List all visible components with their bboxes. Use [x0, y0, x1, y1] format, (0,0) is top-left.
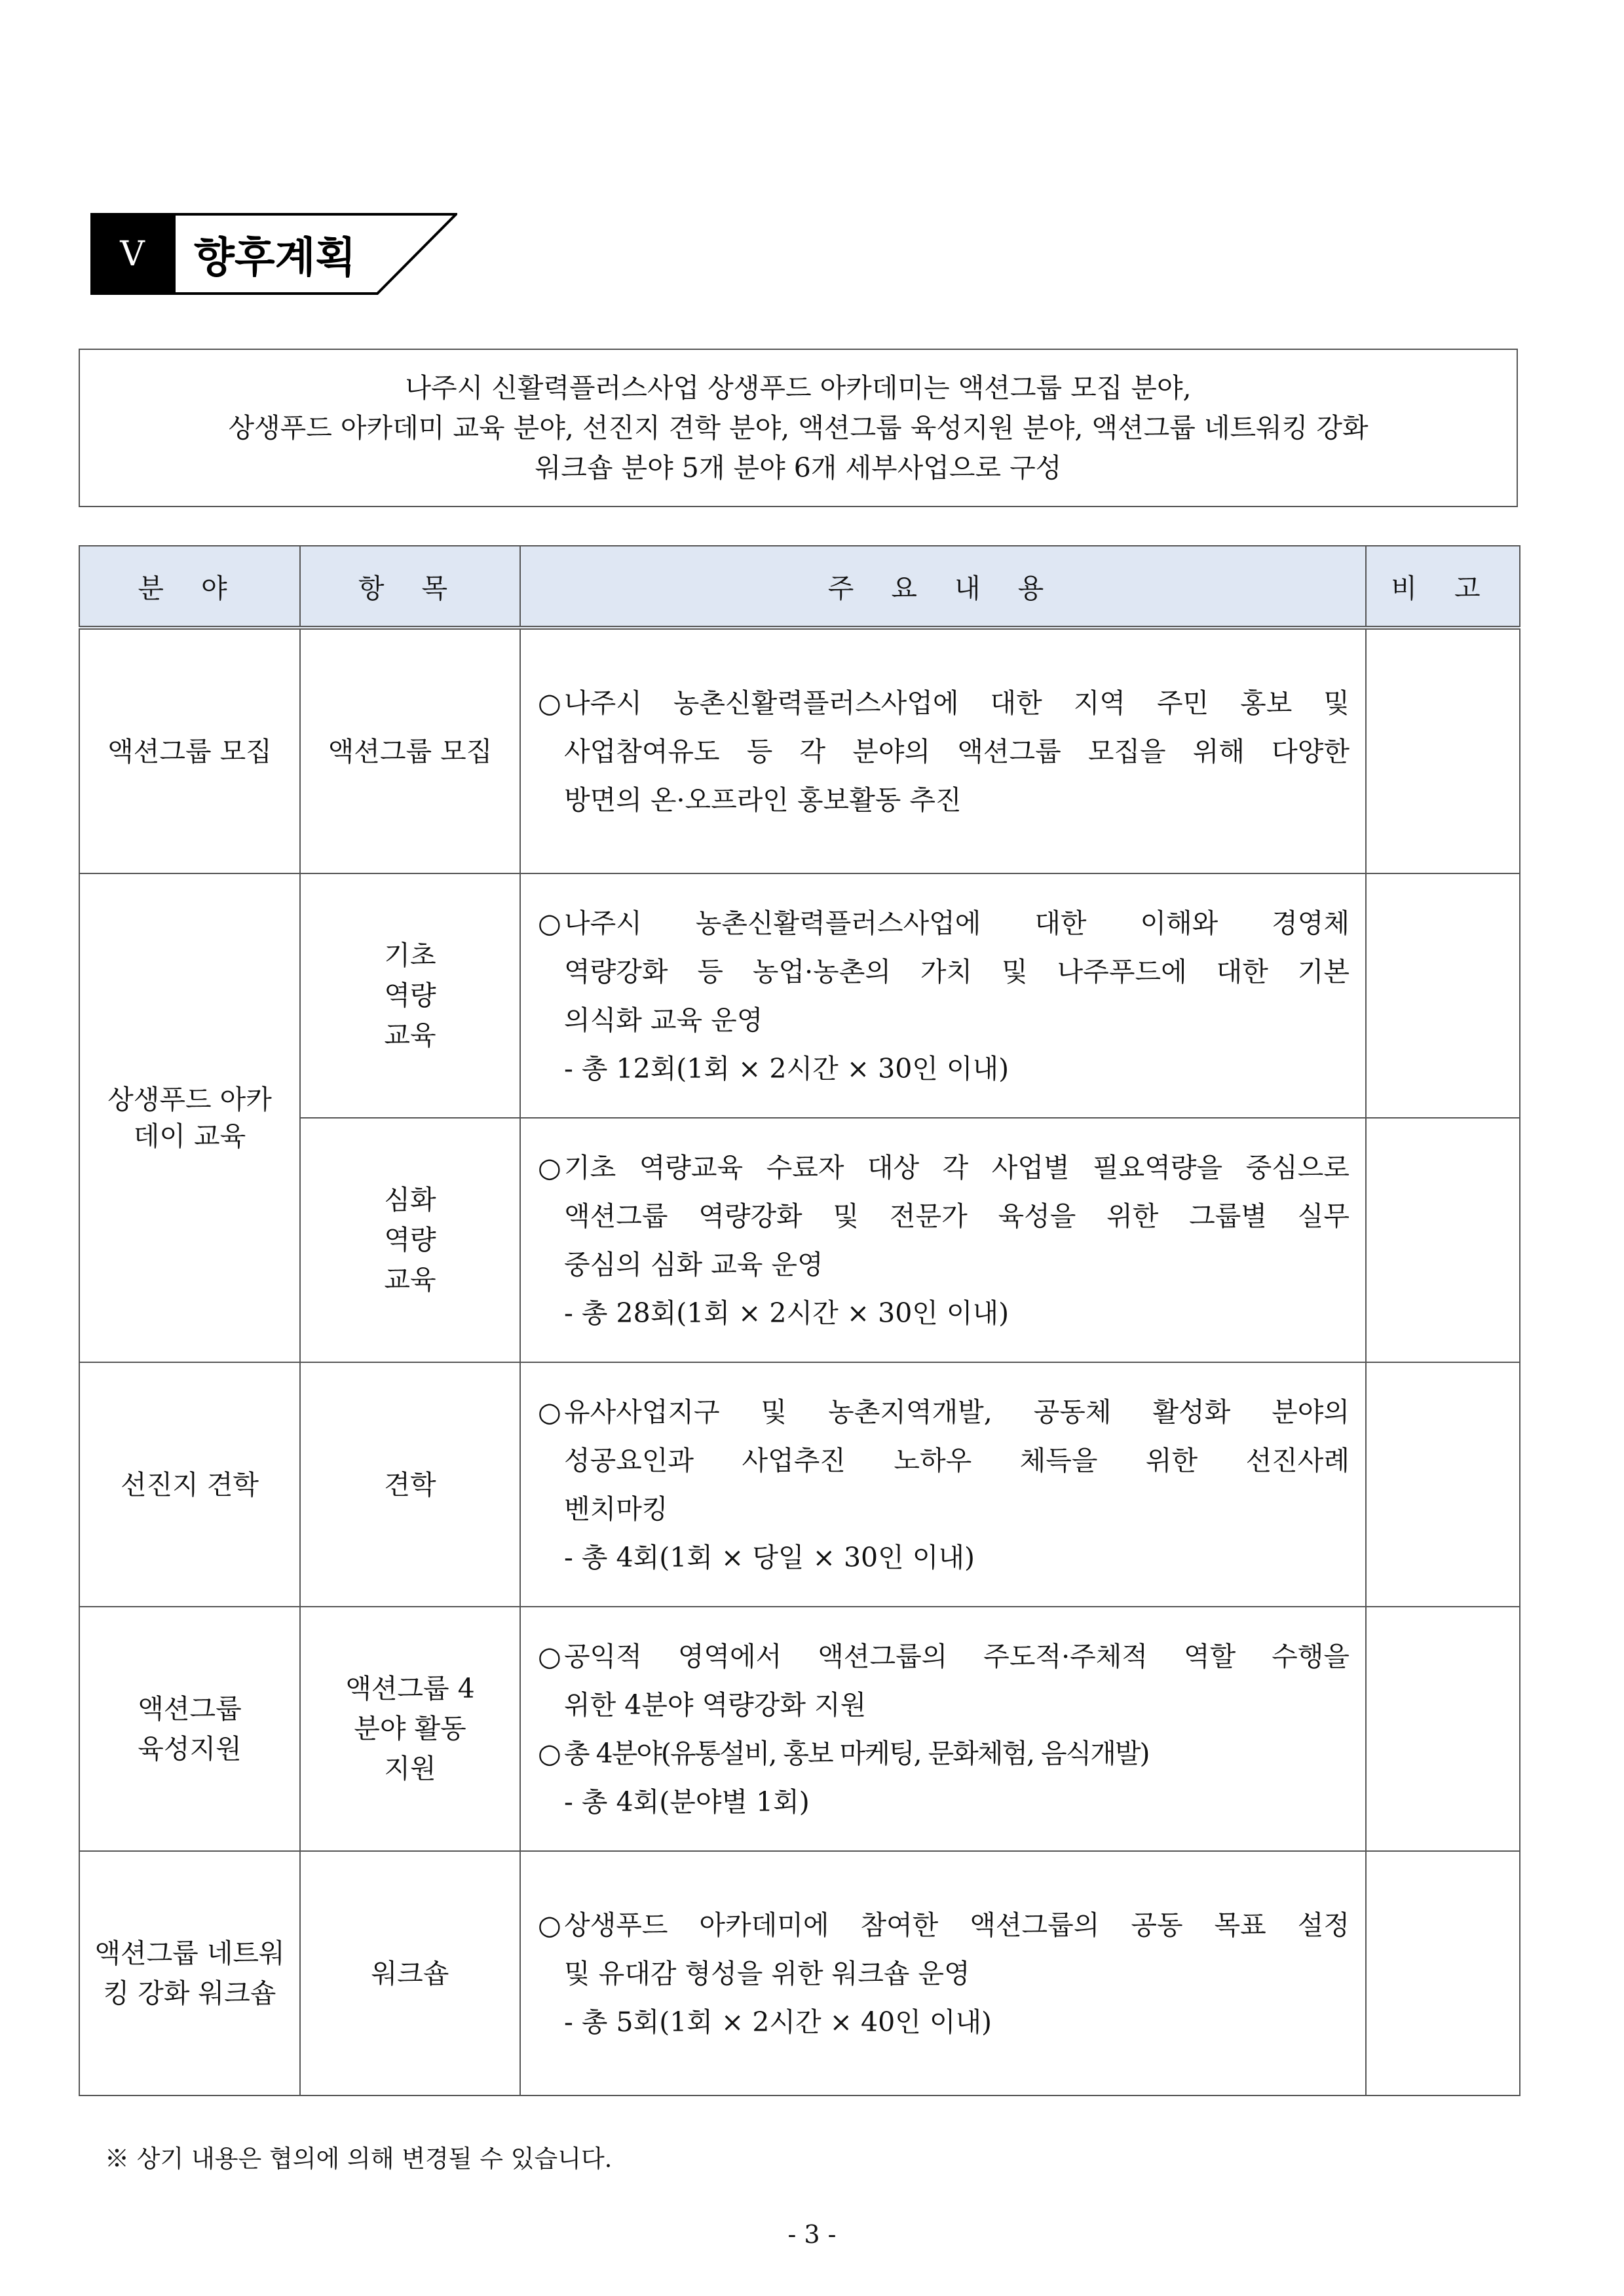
content-cell — [520, 1362, 1366, 1607]
remark-cell — [1366, 1851, 1520, 2095]
field-cell — [79, 1607, 300, 1851]
header-remark: 비 고 — [1366, 546, 1520, 628]
bullet-mark: ○ — [538, 1640, 561, 1672]
bullet-item — [538, 899, 1350, 1044]
remark-cell — [1366, 1118, 1520, 1362]
remark-cell — [1366, 873, 1520, 1118]
bullet-item — [538, 1729, 1350, 1778]
bullet-line: 유사사업지구 및 농촌지역개발, 공동체 활성화 분야의 — [564, 1396, 1350, 1428]
item-cell: 액션그룹 모집 — [300, 628, 520, 873]
remark-cell — [1366, 628, 1520, 873]
table-row — [79, 1851, 1520, 2095]
item-cell — [300, 1607, 520, 1851]
header-item: 항 목 — [300, 546, 520, 628]
sub-item: - 총 4회(분야별 1회) — [564, 1786, 810, 1818]
remark-cell — [1366, 1607, 1520, 1851]
table-header-row — [79, 546, 1520, 628]
bullet-line: 및 유대감 형성을 위한 워크숍 운영 — [564, 1957, 970, 1989]
item-cell: 견학 — [300, 1362, 520, 1607]
bullet-item — [538, 1901, 1350, 1998]
plan-table — [79, 545, 1520, 2096]
item-cell: 워크숍 — [300, 1851, 520, 2095]
page-number: - 3 - — [787, 2220, 837, 2249]
sub-item: - 총 5회(1회 × 2시간 × 40인 이내) — [564, 2006, 992, 2038]
field-label: 액션그룹 네트워킹 강화 워크숍 — [94, 1937, 285, 2009]
item-label: 심화 역량 교육 — [384, 1184, 436, 1295]
bullet-line: 중심의 심화 교육 운영 — [564, 1248, 823, 1280]
bullet-mark: ○ — [538, 907, 561, 939]
content-cell — [520, 873, 1366, 1118]
sub-item: - 총 4회(1회 × 당일 × 30인 이내) — [564, 1541, 975, 1573]
item-cell — [300, 873, 520, 1118]
bullet-line: 나주시 농촌신활력플러스사업에 대한 지역 주민 홍보 및 — [564, 687, 1350, 719]
remark-cell — [1366, 1362, 1520, 1607]
content-cell — [520, 628, 1366, 873]
content-cell — [520, 1851, 1366, 2095]
footnote: ※ 상기 내용은 협의에 의해 변경될 수 있습니다. — [105, 2145, 613, 2173]
summary-line: 나주시 신활력플러스사업 상생푸드 아카데미는 액션그룹 모집 분야, — [405, 372, 1192, 404]
sub-item: - 총 28회(1회 × 2시간 × 30인 이내) — [564, 1297, 1010, 1329]
bullet-line: 의식화 교육 운영 — [564, 1004, 763, 1036]
table-row — [79, 873, 1520, 1118]
bullet-line: 방면의 온·오프라인 홍보활동 추진 — [564, 784, 962, 816]
section-number: Ⅴ — [120, 234, 145, 274]
bullet-item — [538, 679, 1350, 824]
bullet-line: 총 4분야(유통설비, 홍보 마케팅, 문화체험, 음식개발) — [564, 1737, 1149, 1769]
bullet-mark: ○ — [538, 1737, 561, 1769]
bullet-line: 나주시 농촌신활력플러스사업에 대한 이해와 경영체 — [564, 907, 1350, 939]
bullet-line: 공익적 영역에서 액션그룹의 주도적·주체적 역할 수행을 — [564, 1640, 1350, 1672]
table-row — [79, 1362, 1520, 1607]
sub-item: - 총 12회(1회 × 2시간 × 30인 이내) — [564, 1052, 1010, 1084]
header-field: 분 야 — [79, 546, 300, 628]
header-content: 주 요 내 용 — [520, 546, 1366, 628]
content-cell — [520, 1118, 1366, 1362]
bullet-item — [538, 1143, 1350, 1289]
field-cell: 선진지 견학 — [79, 1362, 300, 1607]
summary-line: 워크숍 분야 5개 분야 6개 세부사업으로 구성 — [535, 451, 1062, 484]
item-label: 기초 역량 교육 — [384, 940, 436, 1051]
item-cell — [300, 1118, 520, 1362]
content-cell — [520, 1607, 1366, 1851]
bullet-mark: ○ — [538, 1909, 561, 1941]
summary-line: 상생푸드 아카데미 교육 분야, 선진지 견학 분야, 액션그룹 육성지원 분야, 액션그룹 네트워킹 강화 — [228, 411, 1369, 444]
bullet-line: 성공요인과 사업추진 노하우 체득을 위한 선진사례 — [564, 1444, 1350, 1476]
bullet-line: 위한 4분야 역량강화 지원 — [564, 1689, 867, 1721]
field-label: 액션그룹 육성지원 — [138, 1693, 242, 1765]
bullet-line: 기초 역량교육 수료자 대상 각 사업별 필요역량을 중심으로 — [564, 1151, 1350, 1183]
field-cell — [79, 1851, 300, 2095]
summary-box — [79, 349, 1518, 507]
bullet-item — [538, 1632, 1350, 1729]
section-title: 향후계획 — [194, 233, 356, 282]
section-heading — [90, 213, 457, 295]
table-row — [79, 628, 1520, 873]
bullet-line: 벤치마킹 — [564, 1493, 668, 1525]
bullet-mark: ○ — [538, 1151, 561, 1183]
bullet-line: 사업참여유도 등 각 분야의 액션그룹 모집을 위해 다양한 — [564, 735, 1350, 767]
field-cell — [79, 873, 300, 1362]
bullet-line: 액션그룹 역량강화 및 전문가 육성을 위한 그룹별 실무 — [564, 1200, 1350, 1232]
bullet-item — [538, 1388, 1350, 1533]
bullet-mark: ○ — [538, 687, 561, 719]
field-label: 상생푸드 아카데이 교육 — [107, 1084, 272, 1152]
bullet-line: 상생푸드 아카데미에 참여한 액션그룹의 공동 목표 설정 — [564, 1909, 1350, 1941]
bullet-line: 역량강화 등 농업·농촌의 가치 및 나주푸드에 대한 기본 — [564, 955, 1350, 987]
field-cell: 액션그룹 모집 — [79, 628, 300, 873]
item-label: 액션그룹 4분야 활동지원 — [345, 1673, 475, 1784]
bullet-mark: ○ — [538, 1396, 561, 1428]
table-row — [79, 1607, 1520, 1851]
